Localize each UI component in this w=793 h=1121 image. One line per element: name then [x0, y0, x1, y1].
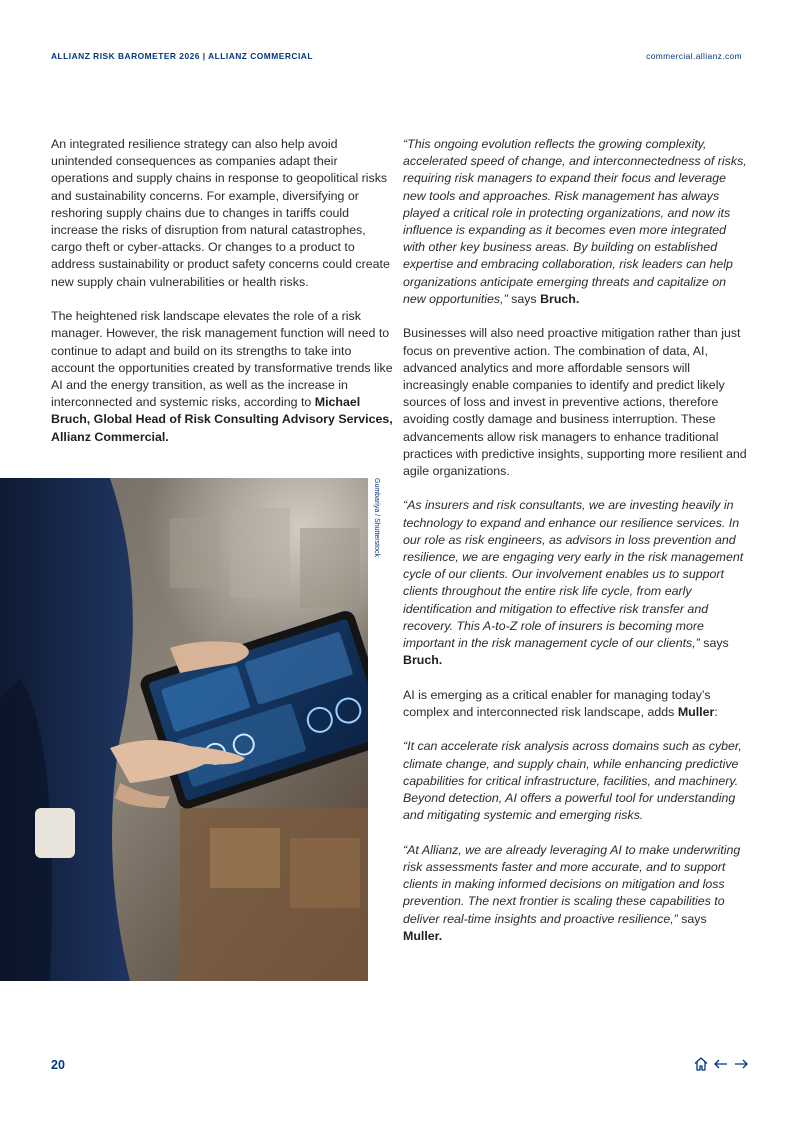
quote: “As insurers and risk consultants, we are investing heavily in technology to expand and enhance our resilience services. In our role as risk engineers, as advisors in loss prevention and resilience, we are engaging very early in the risk management cycle of our clients. Our involvement enables us to support clients throughout the entire risk life cycle, from early identification and mitigation to effective risk transfer and recovery. This A-to-Z role of insurers is becoming more important in the risk management cycle of our clients,” says Bruch. — [403, 498, 744, 668]
quote: “At Allianz, we are already leveraging AI to make underwriting risk assessments faster and more accurate, and to support clients in making informed decisions on mitigation and loss prevention. The next frontier is scaling these capabilities to deliver real-time insights and proactive resilience,” says Muller. — [403, 842, 741, 943]
paragraph: The heightened risk landscape elevates the role of a risk manager. However, the risk management function will need to continue to adapt and build on its strengths to take into account the opportunities created by transformative trends like AI and the energy transition, as well as the increase in interconnected and systemic risks, according to Michael Bruch, Global Head of Risk Consulting Advisory Services, Allianz Commercial. — [51, 309, 393, 444]
photo-credit: Gumbariya / Shutterstock — [373, 478, 380, 557]
quote: “This ongoing evolution reflects the growing complexity, accelerated speed of change, and interconnectedness of risks, requiring risk managers to expand their focus and leverage new tools and approaches. Risk management has always played a critical role in protecting organizations, and now its influence is expanding as it becomes even more integrated with other key business areas. By building on established expertise and embracing collaboration, risk leaders can help organizations anticipate emerging threats and capitalize on new opportunities,” says Bruch. — [403, 137, 747, 306]
arrow-left-icon[interactable] — [713, 1056, 729, 1072]
right-column — [403, 136, 748, 962]
home-icon[interactable] — [693, 1056, 709, 1072]
tablet-analytics-photo — [0, 478, 368, 981]
paragraph: Businesses will also need proactive mitigation rather than just focus on preventive action. The combination of data, AI, advanced analytics and more affordable sensors will increasingly enable companies to identify and predict likely sources of loss and invest in preventive actions, therefore avoiding costly damage and business interruption. These advancements allow risk managers to enhance traditional practices with predictive insights, supporting more resilient and agile organizations. — [403, 326, 747, 478]
arrow-right-icon[interactable] — [733, 1056, 749, 1072]
person-name: Michael Bruch, Global Head of Risk Consulting Advisory Services, Allianz Commercial. — [51, 395, 393, 444]
left-column — [51, 136, 393, 463]
publication-title: ALLIANZ RISK BAROMETER 2026 | ALLIANZ COMMERCIAL — [51, 51, 313, 61]
quote: “It can accelerate risk analysis across domains such as cyber, climate change, and supply chain, while enhancing predictive capabilities for critical infrastructure, facilities, and machinery. Beyond detection, AI offers a powerful tool for understanding and mitigating systemic and emerging risks. — [403, 739, 742, 823]
paragraph: AI is emerging as a critical enabler for managing today’s complex and interconnected risk landscape, adds Muller: — [403, 687, 718, 719]
page-number: 20 — [51, 1058, 65, 1072]
paragraph: An integrated resilience strategy can also help avoid unintended consequences as companies adapt their operations and supply chains in response to geopolitical risks and sustainability concerns. For example, diversifying or reshoring supply chains due to changes in tariffs could increase the risks of disruption from natural catastrophes, cargo theft or cyber-attacks. Or changes to a product to address sustainability or product safety concerns could create new supply chain vulnerabilities or health risks. — [51, 137, 390, 289]
page-navigation — [693, 1056, 749, 1072]
website-link[interactable]: commercial.allianz.com — [646, 51, 742, 61]
